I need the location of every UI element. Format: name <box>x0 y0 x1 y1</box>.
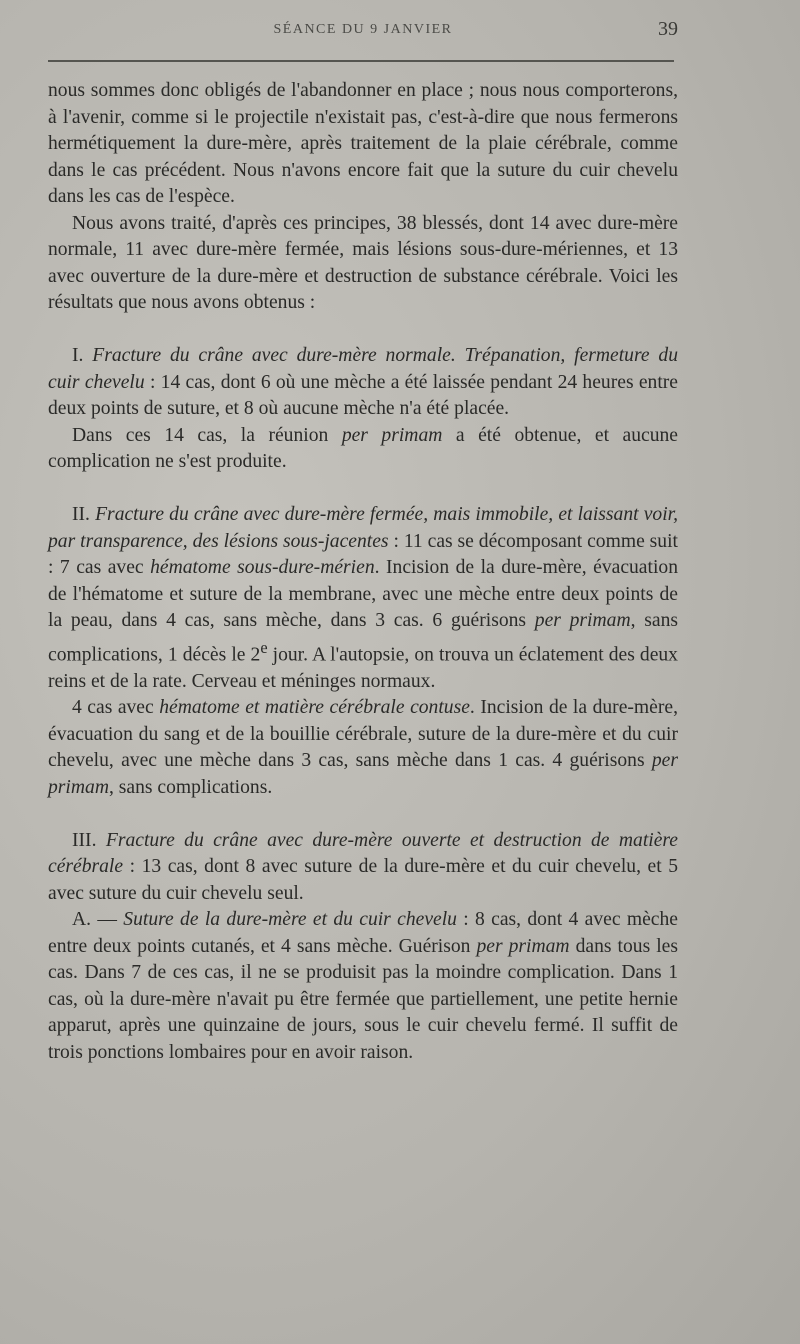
text-run: a été obtenue, et aucune complication ne s'est produite. <box>48 424 678 472</box>
section-2-paragraph <box>48 502 678 695</box>
italic-run: per primam <box>341 424 443 446</box>
paragraph-1: nous sommes donc obligés de l'abandonner en place ; nous nous comporterons, à l'avenir, comme si le projectile n'existait pas, c'est-à-dire que nous fermerons hermétiquement la dure-mère, après traitement de la plaie cérébrale, comme dans le cas précédent. Nous n'avons encore fait que la suture du cuir chevelu dans les cas de l'espèce. <box>48 80 678 207</box>
italic-run: per primam <box>534 610 631 631</box>
text-run: . Incision de la dure-mère, évacuation de l'hématome et suture de la membrane, avec une mèche entre deux points de la peau, dans 4 cas, sans mèche, dans 3 cas. 6 guérisons <box>48 557 678 631</box>
section-number: II. <box>72 504 90 525</box>
italic-run: per primam <box>476 935 570 957</box>
paragraph-4 <box>48 423 678 476</box>
text-run: . Incision de la dure-mère, évacuation du sang et de la bouillie cérébrale, suture de la dure-mère et du cuir chevelu, avec une mèche dans 3 cas, sans mèche dans 1 cas. 4 guérisons <box>48 697 678 772</box>
section-text: : 13 cas, dont 8 avec suture de la dure-mère et du cuir chevelu, et 5 avec suture du cuir chevelu seul. <box>48 856 678 904</box>
section-heading: Fracture du crâne avec dure-mère fermée, mais immobile, et laissant voir, par transparence, des lésions sous-jacentes <box>48 504 678 552</box>
section-heading: Fracture du crâne avec dure-mère normale. Trépanation, fermeture du cuir chevelu <box>48 345 678 393</box>
section-heading: Fracture du crâne avec dure-mère ouverte et destruction de matière cérébrale <box>48 829 678 878</box>
text-run: : 11 cas se décomposant comme suit : 7 cas avec <box>48 530 678 578</box>
page-number: 39 <box>658 18 678 40</box>
text-run: Dans ces 14 cas, la réunion <box>72 424 342 446</box>
paragraph-8 <box>48 907 678 1066</box>
italic-run: hématome sous-dure-mérien <box>150 557 375 578</box>
text-run: A. — <box>72 909 124 931</box>
text-run: , sans complications. <box>108 776 273 798</box>
body-text <box>48 78 678 1066</box>
section-number: III. <box>72 829 97 851</box>
section-text: : 14 cas, dont 6 où une mèche a été laissée pendant 24 heures entre deux points de suture, et 8 où aucune mèche n'a été placée. <box>48 371 679 419</box>
section-1-paragraph <box>48 343 678 423</box>
page-header <box>48 18 678 48</box>
text-run: 4 cas avec <box>72 697 160 719</box>
italic-run: per primam <box>48 750 678 798</box>
text-run: : 8 cas, dont 4 avec mèche entre deux points cutanés, et 4 sans mèche. Guérison <box>48 909 678 957</box>
running-head: SÉANCE DU 9 JANVIER <box>273 22 453 37</box>
paragraph-6 <box>48 695 678 801</box>
italic-run: Suture de la dure-mère et du cuir chevelu <box>123 909 457 931</box>
superscript: e <box>260 637 268 657</box>
text-run: dans tous les cas. Dans 7 de ces cas, il ne se produisit pas la moindre complication. Dans 1 cas, où la dure-mère n'avait pu être fermée que partiellement, une petite hernie apparut, après une quinzaine de jours, sous le cuir chevelu fermé. Il suffit de trois ponctions lombaires pour en avoir raison. <box>48 935 678 1063</box>
text-run: jour. A l'autopsie, on trouva un éclatement des deux reins et de la rate. Cerveau et méninges normaux. <box>48 644 678 692</box>
section-number: I. <box>72 345 84 366</box>
paragraph-2: Nous avons traité, d'après ces principes, 38 blessés, dont 14 avec dure-mère normale, 11 avec dure-mère fermée, mais lésions sous-dure-mériennes, et 13 avec ouverture de la dure-mère et destruction de substance cérébrale. Voici les résultats que nous avons obtenus : <box>48 212 678 313</box>
italic-run: hématome et matière cérébrale contuse <box>159 697 470 719</box>
text-run: , sans complications, 1 décès le 2 <box>48 610 678 666</box>
section-3-paragraph <box>48 828 678 908</box>
header-rule <box>48 60 674 62</box>
